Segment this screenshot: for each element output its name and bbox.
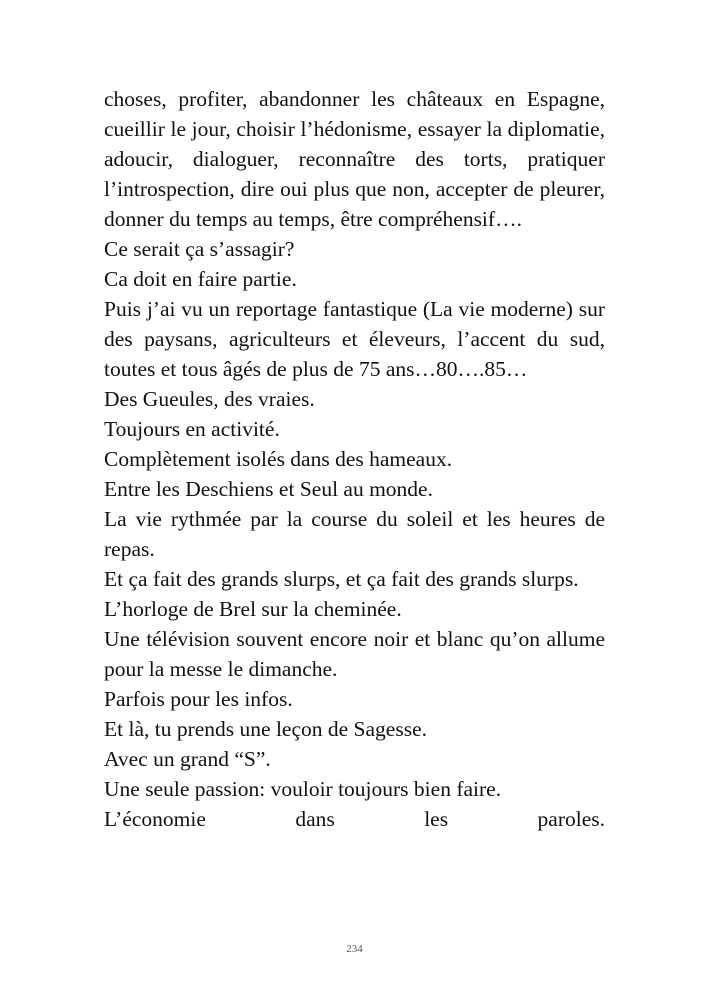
paragraph: Et ça fait des grands slurps, et ça fait des grands slurps.	[104, 567, 579, 591]
paragraph: choses, profiter, abandonner les châteaux en Espagne, cueillir le jour, choisir l’hédonisme, essayer la diplomatie, adoucir, dialoguer, reconnaître des torts, pratiquer l’introspection, dire oui plus que non, accepter de pleurer, donner du temps au temps, être compréhensif….	[104, 87, 605, 231]
paragraph: Complètement isolés dans des hameaux.	[104, 447, 453, 471]
paragraph: Puis j’ai vu un reportage fantastique (La vie moderne) sur des paysans, agriculteurs et éleveurs, l’accent du sud, toutes et tous âgés de plus de 75 ans…80….85…	[104, 297, 605, 381]
body-text	[104, 84, 605, 834]
paragraph: L’économie dans les paroles.	[104, 807, 605, 831]
paragraph: Ca doit en faire partie.	[104, 267, 297, 291]
paragraph: Avec un grand “S”.	[104, 747, 271, 771]
paragraph: Des Gueules, des vraies.	[104, 387, 315, 411]
paragraph: Une télévision souvent encore noir et blanc qu’on allume pour la messe le dimanche.	[104, 627, 605, 681]
paragraph: Et là, tu prends une leçon de Sagesse.	[104, 717, 428, 741]
paragraph: La vie rythmée par la course du soleil et les heures de repas.	[104, 507, 605, 561]
paragraph: Toujours en activité.	[104, 417, 280, 441]
paragraph: Entre les Deschiens et Seul au monde.	[104, 477, 433, 501]
page-number: 234	[346, 943, 363, 955]
paragraph: Une seule passion: vouloir toujours bien faire.	[104, 777, 502, 801]
paragraph: L’horloge de Brel sur la cheminée.	[104, 597, 402, 621]
paragraph: Ce serait ça s’assagir?	[104, 237, 295, 261]
paragraph: Parfois pour les infos.	[104, 687, 293, 711]
